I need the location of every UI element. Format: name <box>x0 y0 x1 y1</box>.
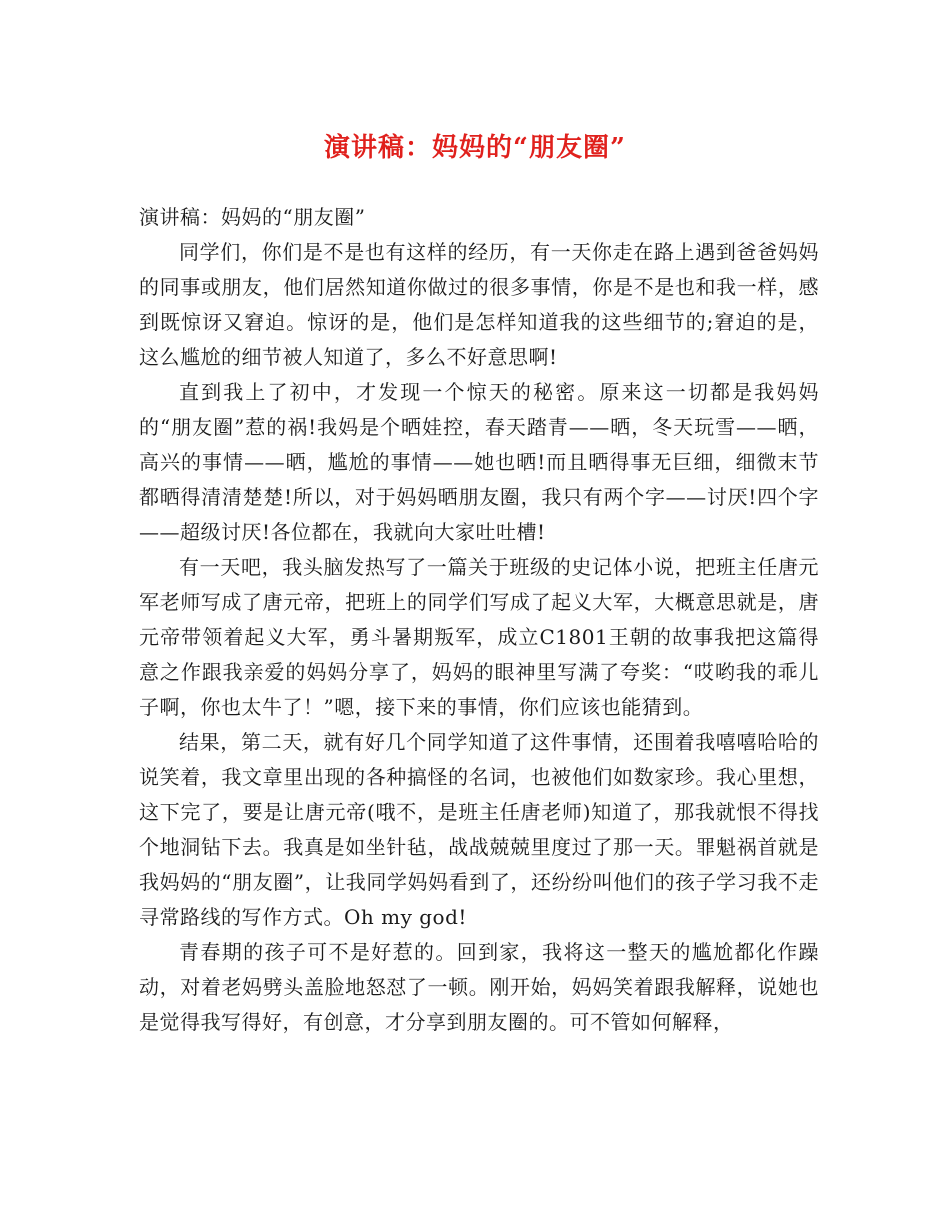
document-title: 演讲稿：妈妈的“朋友圈” <box>324 133 626 163</box>
paragraph: 直到我上了初中，才发现一个惊天的秘密。原来这一切都是我妈妈的“朋友圈”惹的祸!我妈是个晒娃控，春天踏青——晒，冬天玩雪——晒，高兴的事情——晒，尴尬的事情——她也晒!而且晒得事无巨细，细微末节都晒得清清楚楚!所以，对于妈妈晒朋友圈，我只有两个字——讨厌!四个字——超级讨厌!各位都在，我就向大家吐吐槽! <box>139 380 819 544</box>
paragraph: 同学们，你们是不是也有这样的经历，有一天你走在路上遇到爸爸妈妈的同事或朋友，他们居然知道你做过的很多事情，你是不是也和我一样，感到既惊讶又窘迫。惊讶的是，他们是怎样知道我的这些细节的;窘迫的是，这么尴尬的细节被人知道了，多么不好意思啊! <box>139 240 819 369</box>
document-body <box>139 200 819 1040</box>
document-subtitle: 演讲稿：妈妈的“朋友圈” <box>139 205 366 229</box>
paragraph: 青春期的孩子可不是好惹的。回到家，我将这一整天的尴尬都化作躁动，对着老妈劈头盖脸地怒怼了一顿。刚开始，妈妈笑着跟我解释，说她也是觉得我写得好，有创意，才分享到朋友圈的。可不管如何解释， <box>139 940 819 1034</box>
paragraph: 有一天吧，我头脑发热写了一篇关于班级的史记体小说，把班主任唐元军老师写成了唐元帝，把班上的同学们写成了起义大军，大概意思就是，唐元帝带领着起义大军，勇斗暑期叛军，成立C1801王朝的故事我把这篇得意之作跟我亲爱的妈妈分享了，妈妈的眼神里写满了夸奖：“哎哟我的乖儿子啊，你也太牛了！”嗯，接下来的事情，你们应该也能猜到。 <box>139 555 819 719</box>
paragraph: 结果，第二天，就有好几个同学知道了这件事情，还围着我嘻嘻哈哈的说笑着，我文章里出现的各种搞怪的名词，也被他们如数家珍。我心里想，这下完了，要是让唐元帝(哦不，是班主任唐老师)知道了，那我就恨不得找个地洞钻下去。我真是如坐针毡，战战兢兢里度过了那一天。罪魁祸首就是我妈妈的“朋友圈”，让我同学妈妈看到了，还纷纷叫他们的孩子学习我不走寻常路线的写作方式。Oh my god! <box>139 730 819 929</box>
